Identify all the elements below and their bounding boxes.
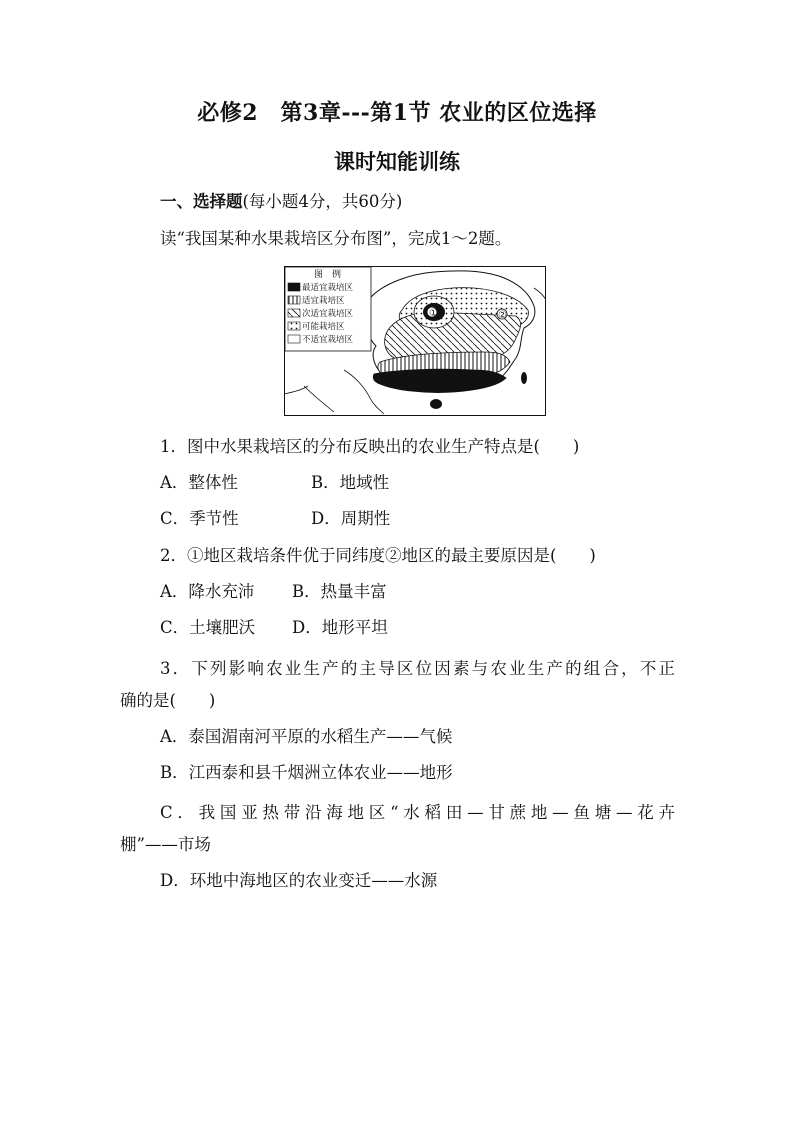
map-svg: [284, 266, 546, 416]
q2-option-c: C．土壤肥沃: [160, 618, 256, 637]
page-title: 必修2 第3章---第1节 农业的区位选择: [197, 100, 597, 126]
q2-option-d: D．地形平坦: [292, 618, 388, 637]
q3-stem-line2: 确的是( ): [120, 691, 216, 710]
q3-option-c-line2: 棚”——市场: [120, 835, 211, 854]
legend-title: 图 例: [314, 270, 342, 280]
legend-item-unsuitable: 不适宜栽培区: [302, 335, 354, 345]
q3-option-a: A．泰国湄南河平原的水稻生产——气候: [160, 727, 453, 746]
q2-stem: 2．①地区栽培条件优于同纬度②地区的最主要原因是( ): [160, 546, 596, 565]
q3-option-c-line1: C．我国亚热带沿海地区“水稻田—甘蔗地—鱼塘—花卉: [160, 803, 675, 822]
page-subtitle: 课时知能训练: [334, 149, 460, 174]
q1-stem: 1．图中水果栽培区的分布反映出的农业生产特点是( ): [160, 437, 580, 456]
question-intro: 读“我国某种水果栽培区分布图”，完成1～2题。: [160, 229, 512, 248]
section-heading: [160, 192, 402, 212]
legend-item-suitable: 适宜栽培区: [302, 296, 345, 306]
q1-option-c: C．季节性: [160, 509, 239, 528]
section-heading-suffix: (每小题4分，共60分): [242, 192, 403, 211]
q3-option-d: D．环地中海地区的农业变迁——水源: [160, 871, 438, 890]
q1-option-a: A．整体性: [160, 473, 238, 492]
legend-item-possible: 可能栽培区: [302, 322, 345, 332]
q1-option-b: B．地域性: [311, 473, 390, 492]
legend-item-sub-suitable: 次适宜栽培区: [302, 309, 354, 319]
fruit-cultivation-map: [284, 266, 546, 416]
q2-option-b: B．热量丰富: [292, 582, 387, 601]
q3-option-b: B．江西泰和县千烟洲立体农业——地形: [160, 763, 453, 782]
map-label-2: ②: [498, 310, 507, 321]
q3-stem-line1: 3．下列影响农业生产的主导区位因素与农业生产的组合，不正: [160, 659, 675, 678]
legend-item-most-suitable: 最适宜栽培区: [302, 283, 354, 293]
q2-option-a: A．降水充沛: [160, 582, 255, 601]
q1-option-d: D．周期性: [311, 509, 391, 528]
map-label-1: ①: [429, 308, 438, 319]
section-heading-prefix: 一、选择题: [160, 192, 243, 211]
